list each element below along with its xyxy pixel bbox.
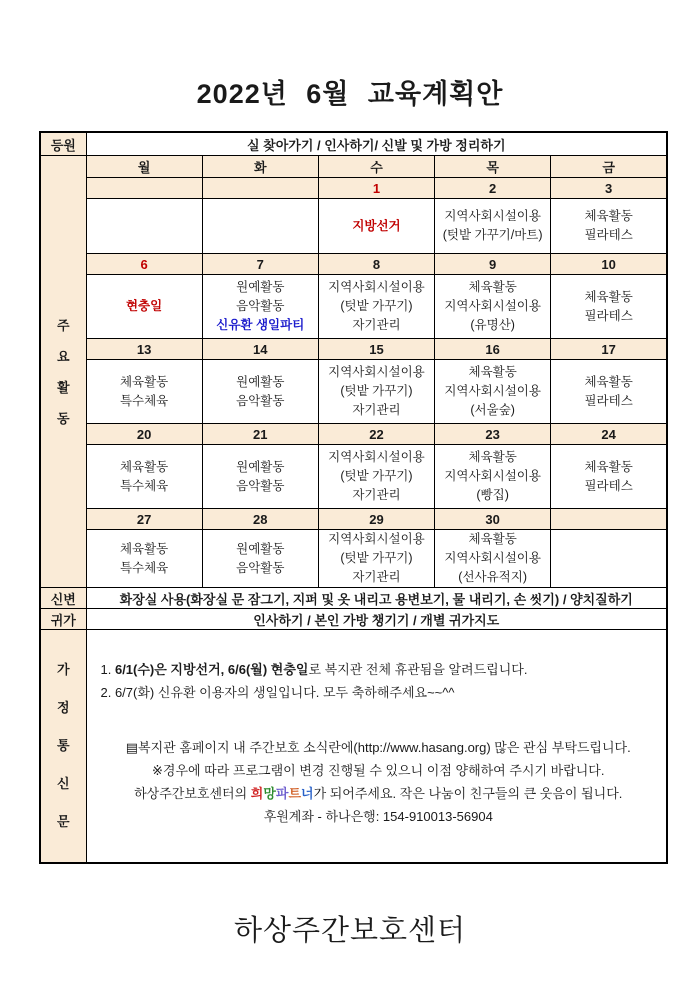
date-cell: 20 (86, 424, 202, 445)
activity-cell (435, 199, 551, 254)
day-header-tue: 화 (202, 156, 318, 178)
activity-line: (텃밭 가꾸기) (340, 551, 413, 565)
week-date-row (40, 509, 667, 530)
week-date-row (40, 424, 667, 445)
date-cell: 29 (318, 509, 434, 530)
activity-line: 체육활동 (468, 280, 517, 294)
newsletter-line (101, 759, 657, 782)
date-cell: 16 (435, 339, 551, 360)
activity-line: 체육활동 (468, 365, 517, 379)
activity-line: 지역사회시설이용 (444, 551, 541, 565)
activity-line: 원예활동 (236, 374, 285, 389)
activity-cell (202, 445, 318, 509)
activity-cell (435, 275, 551, 339)
newsletter-text-segment: ※경우에 따라 프로그램이 변경 진행될 수 있으니 이점 양해하여 주시기 바랍니다. (152, 763, 605, 778)
newsletter-label-char: 정 (56, 700, 70, 715)
day-header-wed: 수 (318, 156, 434, 178)
newsletter-label-char: 신 (56, 776, 70, 791)
date-cell: 8 (318, 254, 434, 275)
activity-line: 지역사회시설이용 (328, 280, 425, 294)
activity-line: 지역사회시설이용 (444, 384, 541, 398)
activity-line: 원예활동 (236, 280, 285, 294)
newsletter-vertical-label (41, 651, 86, 841)
newsletter-line (101, 736, 657, 759)
week-activity-row (40, 530, 667, 588)
date-cell: 10 (551, 254, 667, 275)
activity-line: (선사유적지) (458, 570, 527, 584)
row-label-main-activities (40, 156, 86, 588)
activity-line: 지방선거 (352, 218, 401, 233)
day-header-mon: 월 (86, 156, 202, 178)
leave-row (40, 609, 667, 630)
activity-cell (202, 530, 318, 588)
activity-cell (318, 530, 434, 588)
activity-line: 필라테스 (584, 393, 633, 408)
date-cell: 1 (318, 178, 434, 199)
newsletter-line (101, 658, 657, 681)
activity-line: 체육활동 (584, 374, 633, 389)
week-date-row (40, 339, 667, 360)
newsletter-text-segment: 파 (275, 786, 289, 801)
date-cell: 22 (318, 424, 434, 445)
activity-cell (551, 445, 667, 509)
arrival-row (40, 132, 667, 156)
week-date-row (40, 254, 667, 275)
activity-line: 필라테스 (584, 308, 633, 323)
activity-cell (202, 360, 318, 424)
activity-line: 자기관리 (352, 403, 401, 417)
activity-cell (202, 199, 318, 254)
date-cell (551, 509, 667, 530)
main-activities-label-char: 동 (56, 410, 70, 426)
newsletter-text-segment: 가 되어주세요. 작은 나눔이 친구들의 큰 웃음이 됩니다. (313, 786, 623, 801)
activity-cell (318, 199, 434, 254)
activity-cell (435, 445, 551, 509)
date-cell: 2 (435, 178, 551, 199)
activity-line: (텃밭 가꾸기) (340, 469, 413, 483)
newsletter-body (87, 630, 667, 828)
main-activities-label-char: 활 (56, 379, 70, 395)
day-header-fri: 금 (551, 156, 667, 178)
activity-line: 음악활동 (236, 393, 285, 408)
row-label-arrival: 등원 (40, 132, 86, 156)
activity-cell (86, 275, 202, 339)
activity-line: 자기관리 (352, 488, 401, 502)
activity-cell (435, 530, 551, 588)
activity-line: 필라테스 (584, 478, 633, 493)
newsletter-text-segment: ▤복지관 홈페이지 내 주간보호 소식란에(http://www.hasang.org) 많은 관심 부탁드립니다. (125, 740, 631, 755)
activity-line: (텃밭 가꾸기) (340, 299, 413, 313)
date-cell: 17 (551, 339, 667, 360)
date-cell (202, 178, 318, 199)
activity-cell (318, 275, 434, 339)
activity-line: 체육활동 (119, 459, 169, 474)
date-cell: 9 (435, 254, 551, 275)
activity-line: 특수체육 (119, 560, 169, 575)
activity-cell (86, 199, 202, 254)
notice-row (40, 630, 667, 864)
activity-line: 원예활동 (236, 541, 285, 556)
date-cell: 23 (435, 424, 551, 445)
activity-line: 특수체육 (119, 478, 169, 493)
date-cell: 30 (435, 509, 551, 530)
newsletter-text-segment: 하상주간보호센터의 (134, 786, 251, 801)
main-activities-label-char: 요 (56, 348, 70, 364)
day-header-thu: 목 (435, 156, 551, 178)
week-activity-row (40, 445, 667, 509)
activity-line: 체육활동 (119, 541, 169, 556)
activity-line: 체육활동 (584, 209, 633, 223)
activity-line: 체육활동 (584, 459, 633, 474)
activity-cell (86, 530, 202, 588)
activity-line: 자기관리 (352, 318, 401, 332)
activity-line: 체육활동 (119, 374, 169, 389)
newsletter-label-char: 통 (56, 738, 70, 753)
activity-cell (551, 199, 667, 254)
arrival-routine-text: 실 찾아가기 / 인사하기/ 신발 및 가방 정리하기 (86, 132, 667, 156)
activity-line: 현충일 (125, 299, 163, 313)
activity-line: (텃밭 가꾸기) (340, 384, 413, 398)
activity-cell (318, 360, 434, 424)
activity-cell (551, 530, 667, 588)
page-title: 2022년 6월 교육계획안 (196, 79, 504, 109)
activity-line: 지역사회시설이용 (328, 532, 425, 546)
newsletter-text-segment: 6/1(수)은 지방선거, 6/6(월) 현충일 (114, 662, 309, 677)
newsletter-text-segment: 1. (100, 662, 115, 677)
row-label-hygiene: 신변 (40, 588, 86, 609)
activity-line: 신유환 생일파티 (216, 318, 305, 332)
activity-cell (202, 275, 318, 339)
newsletter-text-segment: 희 (250, 786, 264, 801)
date-cell: 15 (318, 339, 434, 360)
main-activities-vertical-label (41, 310, 86, 434)
date-cell (86, 178, 202, 199)
week-date-row (40, 178, 667, 199)
newsletter-line (101, 805, 657, 828)
activity-line: (빵집) (476, 488, 509, 502)
activity-cell (435, 360, 551, 424)
monthly-plan-table (39, 131, 668, 864)
newsletter-label-char: 문 (56, 814, 70, 829)
newsletter-cell (86, 630, 667, 864)
newsletter-text-segment: 로 복지관 전체 휴관됨을 알려드립니다. (308, 662, 528, 677)
date-cell: 14 (202, 339, 318, 360)
center-name-footer: 하상주간보호센터 (233, 915, 467, 947)
newsletter-text-segment: 망 (263, 786, 276, 801)
activity-line: 지역사회시설이용 (444, 299, 541, 313)
activity-cell (551, 275, 667, 339)
newsletter-text-segment: 2. 6/7(화) 신유환 이용자의 생일입니다. 모두 축하해주세요~~^^ (100, 685, 455, 700)
activity-line: 지역사회시설이용 (444, 209, 541, 223)
hygiene-routine-text: 화장실 사용(화장실 문 잠그기, 지퍼 및 옷 내리고 용변보기, 물 내리기, 손 씻기) / 양치질하기 (86, 588, 667, 609)
activity-cell (86, 360, 202, 424)
activity-cell (318, 445, 434, 509)
newsletter-line (101, 681, 657, 704)
day-header-row (40, 156, 667, 178)
activity-line: 지역사회시설이용 (444, 469, 541, 483)
leave-routine-text: 인사하기 / 본인 가방 챙기기 / 개별 귀가지도 (86, 609, 667, 630)
date-cell: 27 (86, 509, 202, 530)
activity-line: 지역사회시설이용 (328, 365, 425, 379)
week-activity-row (40, 360, 667, 424)
date-cell: 24 (551, 424, 667, 445)
activity-line: 지역사회시설이용 (328, 450, 425, 464)
date-cell: 13 (86, 339, 202, 360)
date-cell: 3 (551, 178, 667, 199)
activity-line: 음악활동 (236, 560, 285, 575)
activity-line: 음악활동 (236, 299, 285, 313)
date-cell: 21 (202, 424, 318, 445)
week-activity-row (40, 275, 667, 339)
row-label-newsletter (40, 630, 86, 864)
hygiene-row (40, 588, 667, 609)
date-cell: 28 (202, 509, 318, 530)
activity-line: 체육활동 (584, 289, 633, 304)
activity-line: 필라테스 (584, 228, 633, 242)
row-label-leave: 귀가 (40, 609, 86, 630)
date-cell: 6 (86, 254, 202, 275)
activity-line: 원예활동 (236, 459, 285, 474)
activity-line: 특수체육 (119, 393, 169, 408)
newsletter-text-segment: 트 (288, 786, 302, 801)
activity-line: 체육활동 (468, 532, 517, 546)
activity-line: (텃밭 가꾸기/마트) (442, 228, 543, 242)
activity-line: 체육활동 (468, 450, 517, 464)
newsletter-label-char: 가 (56, 662, 70, 677)
newsletter-text-segment: 후원계좌 - 하나은행: 154-910013-56904 (263, 809, 493, 824)
newsletter-text-segment: 너 (301, 786, 314, 801)
activity-cell (551, 360, 667, 424)
newsletter-line (101, 782, 657, 805)
activity-line: (서울숲) (470, 403, 515, 417)
activity-line: (유명산) (470, 318, 515, 332)
main-activities-label-char: 주 (56, 317, 70, 333)
activity-cell (86, 445, 202, 509)
activity-line: 자기관리 (352, 570, 401, 584)
date-cell: 7 (202, 254, 318, 275)
week-activity-row (40, 199, 667, 254)
activity-line: 음악활동 (236, 478, 285, 493)
